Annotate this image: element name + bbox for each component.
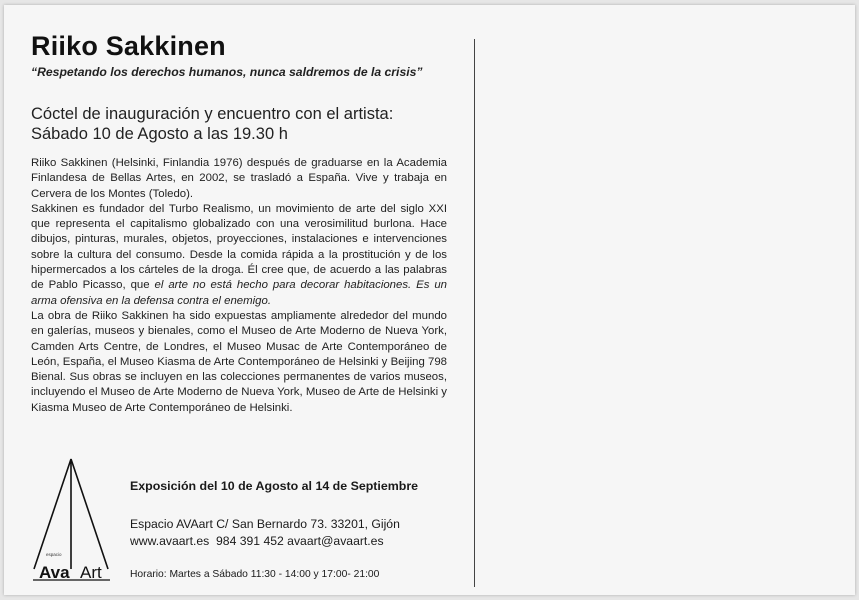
bio-paragraph-2-text: Sakkinen es fundador del Turbo Realismo, un movimiento de arte del siglo XXI que representa el capitalismo globalizado con una verosimilitud burlona. Hace dibujos, pinturas, murales, objetos, proyecciones, instalaciones e intervenciones sobre la cultura del consumo. Desde la comida rápida a la prostitución y de los hipermercados a los cárteles de la droga. Él cree que, de acuerdo a las palabras de Pablo Picasso, que — [31, 202, 447, 292]
picasso-quote: el arte no está hecho para decorar habitaciones. Es un arma ofensiva en la defensa contra el enemigo. — [31, 279, 448, 307]
event-line-1: Cóctel de inauguración y encuentro con el artista: — [31, 105, 394, 123]
bio-paragraph-3: La obra de Riiko Sakkinen ha sido expuestas ampliamente alrededor del mundo en galerías, museos y bienales, como el Museo de Arte Moderno de Nueva York, Camden Arts Centre, de Londres, el Museo Musac de Arte Contemporáneo de León, España, el Museo Kiasma de Arte Contemporáneo de Helsinki y Beijing 798 Bienal. Sus obras se incluyen en las colecciones permanentes de varios museos, incluyendo el Museo de Arte Moderno de Nueva York, Museo de Arte de Helsinki y Kiasma Museo de Arte Contemporáneo de Helsinki. — [31, 309, 448, 414]
exhibition-dates: Exposición del 10 de Agosto al 14 de Septiembre — [130, 479, 419, 493]
artist-biography — [31, 156, 447, 416]
venue-address: Espacio AVAart C/ San Bernardo 73. 33201, Gijón — [130, 517, 400, 531]
event-line-2: Sábado 10 de Agosto a las 19.30 h — [31, 125, 288, 143]
vertical-divider — [474, 39, 475, 587]
postcard — [4, 5, 855, 595]
bio-paragraph-1: Riiko Sakkinen (Helsinki, Finlandia 1976) después de graduarse en la Academia Finlandesa de Bellas Artes, en 2002, se trasladó a España. Vive y trabaja en Cervera de los Montes (Toledo). — [31, 157, 447, 200]
opening-event — [31, 104, 393, 144]
artist-quote: “Respetando los derechos humanos, nunca saldremos de la crisis” — [31, 65, 423, 79]
opening-hours: Horario: Martes a Sábado 11:30 - 14:00 y 17:00- 21:00 — [130, 569, 380, 580]
logo-brand-art: Art — [80, 563, 102, 582]
logo-brand-ava: Ava — [39, 563, 70, 582]
artist-name: Riiko Sakkinen — [31, 31, 226, 61]
bio-paragraph-2 — [31, 202, 447, 309]
avaart-logo — [30, 457, 120, 582]
logo-small-text: espacio — [46, 552, 62, 557]
venue-contact: www.avaart.es 984 391 452 avaart@avaart.es — [130, 534, 384, 548]
venue-info — [130, 516, 400, 550]
logo-a-leg — [71, 459, 108, 569]
